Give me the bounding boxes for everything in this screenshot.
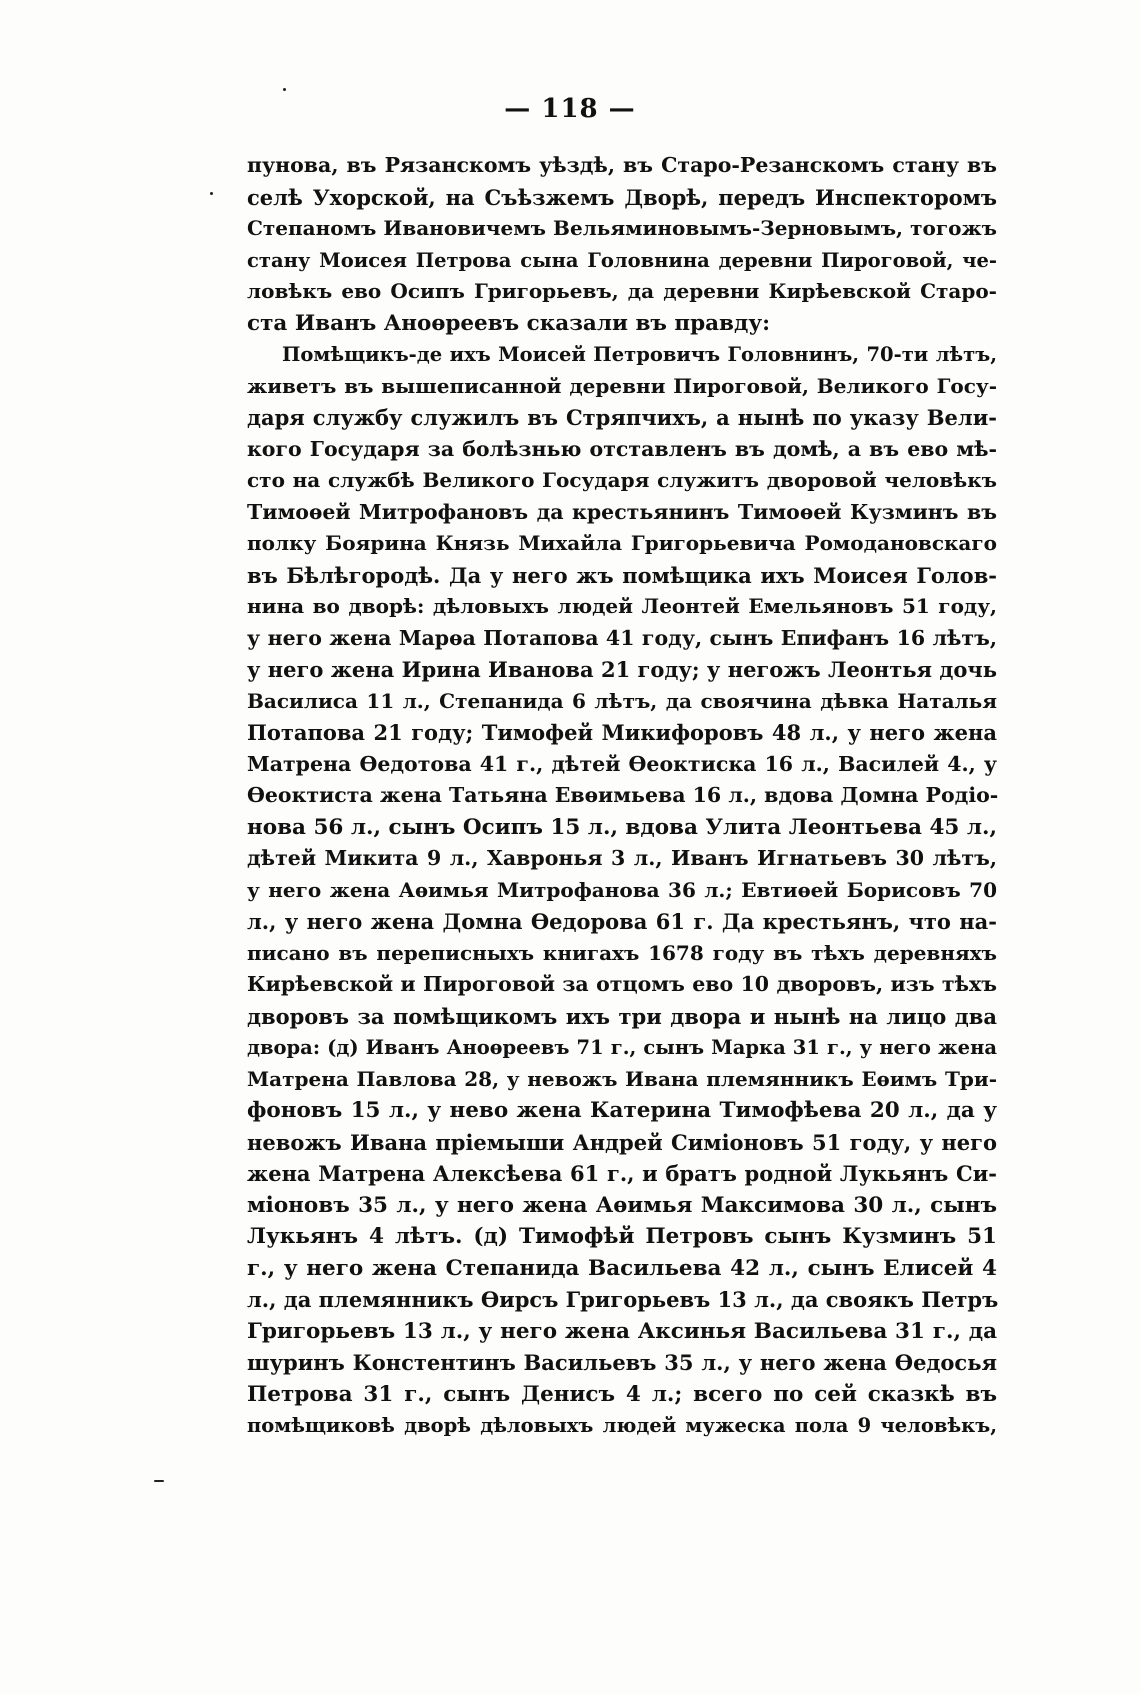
print-speck [154, 1480, 164, 1482]
text-line: полку Боярина Князь Михайла Григорьевича Ромодановскаго [247, 531, 997, 555]
text-line: пунова, въ Рязанскомъ уѣздѣ, въ Старо-Резанскомъ стану въ [247, 153, 997, 177]
page-number: — 118 — [504, 94, 636, 124]
text-line: г., у него жена Степанида Васильева 42 л., сынъ Елисей 4 [247, 1255, 997, 1281]
text-line: стану Моисея Петрова сына Головнина деревни Пироговой, че- [247, 248, 997, 272]
text-line: въ Бѣлѣгородѣ. Да у него жъ помѣщика ихъ Моисея Голов- [247, 562, 997, 588]
text-line: невожъ Ивана пріемыши Андрей Симіоновъ 51 году, у него [247, 1129, 997, 1155]
text-line: даря службу служилъ въ Стряпчихъ, а нынѣ по указу Вели- [247, 405, 997, 430]
text-line: дворовъ за помѣщикомъ ихъ три двора и нынѣ на лицо два [247, 1003, 997, 1029]
text-line: помѣщиковѣ дворѣ дѣловыхъ людей мужеска пола 9 человѣкъ, [247, 1414, 997, 1437]
text-line: Петрова 31 г., сынъ Денисъ 4 л.; всего по сей сказкѣ въ [247, 1381, 997, 1407]
text-line: ловѣкъ ево Осипъ Григорьевъ, да деревни Кирѣевской Старо- [247, 279, 997, 303]
text-line: у него жена Марѳа Потапова 41 году, сынъ Епифанъ 16 лѣтъ, [247, 625, 997, 650]
text-line: писано въ переписныхъ книгахъ 1678 году въ тѣхъ деревняхъ [247, 940, 997, 965]
paragraph-first-line: Помѣщикъ-де ихъ Моисей Петровичъ Головнинъ, 70-ти лѣтъ, [282, 343, 997, 366]
text-line: живетъ въ вышеписанной деревни Пироговой, Великого Госу- [247, 373, 997, 398]
text-line: Потапова 21 году; Тимофей Микифоровъ 48 л., у него жена [247, 720, 997, 745]
text-line: Степаномъ Ивановичемъ Вельяминовымъ-Зерновымъ, тогожъ [247, 216, 997, 240]
text-line: Ѳеоктиста жена Татьяна Евѳимьева 16 л., вдова Домна Родіо- [247, 783, 999, 807]
text-line: міоновъ 35 л., у него жена Аѳимья Максимова 30 л., сынъ [247, 1192, 997, 1218]
text-line: Лукьянъ 4 лѣтъ. (д) Тимофѣй Петровъ сынъ Кузминъ 51 [247, 1224, 997, 1249]
text-line: нина во дворѣ: дѣловыхъ людей Леонтей Емельяновъ 51 году, [247, 594, 997, 618]
text-line: двора: (д) Иванъ Аноѳреевъ 71 г., сынъ Марка 31 г., у него жена [247, 1036, 997, 1059]
text-line: селѣ Ухорской, на Съѣзжемъ Дворѣ, передъ Инспекторомъ [247, 184, 997, 210]
text-line: Василиса 11 л., Степанида 6 лѣтъ, да своячина дѣвка Наталья [247, 688, 997, 713]
text-line: ста Иванъ Аноѳреевъ сказали въ правду: [247, 310, 771, 336]
text-line: Матрена Ѳедотова 41 г., дѣтей Ѳеоктиска 16 л., Василей 4., у [247, 751, 997, 776]
text-line: л., да племянникъ Ѳирсъ Григорьевъ 13 л., да своякъ Петръ [247, 1287, 999, 1312]
text-line: нова 56 л., сынъ Осипъ 15 л., вдова Улита Леонтьева 45 л., [247, 814, 997, 840]
text-line: шуринъ Констентинъ Васильевъ 35 л., у него жена Ѳедосья [247, 1350, 997, 1375]
body-text [247, 150, 997, 1442]
text-line: дѣтей Микита 9 л., Хавронья 3 л., Иванъ Игнатьевъ 30 лѣтъ, [247, 846, 997, 870]
print-speck [283, 88, 286, 91]
text-line: Григорьевъ 13 л., у него жена Аксинья Васильева 31 г., да [247, 1318, 997, 1344]
text-line: л., у него жена Домна Ѳедорова 61 г. Да крестьянъ, что на- [247, 909, 997, 934]
text-line: Кирѣевской и Пироговой за отцомъ ево 10 дворовъ, изъ тѣхъ [247, 972, 997, 996]
text-line: фоновъ 15 л., у нево жена Катерина Тимофѣева 20 л., да у [247, 1098, 997, 1123]
text-line: сто на службѣ Великого Государя служитъ дворовой человѣкъ [247, 468, 997, 492]
text-line: жена Матрена Алексѣева 61 г., и братъ родной Лукьянъ Си- [247, 1161, 997, 1186]
print-speck [210, 192, 213, 195]
text-line: кого Государя за болѣзнью отставленъ въ домѣ, а въ ево мѣ- [247, 436, 997, 461]
text-line: у него жена Аѳимья Митрофанова 36 л.; Евтиѳей Борисовъ 70 [247, 877, 997, 902]
text-line: у него жена Ирина Иванова 21 году; у негожъ Леонтья дочь [247, 657, 997, 682]
text-line: Тимоѳей Митрофановъ да крестьянинъ Тимоѳей Кузминъ въ [247, 499, 997, 524]
text-line: Матрена Павлова 28, у невожъ Ивана племянникъ Еѳимъ Три- [247, 1066, 997, 1091]
